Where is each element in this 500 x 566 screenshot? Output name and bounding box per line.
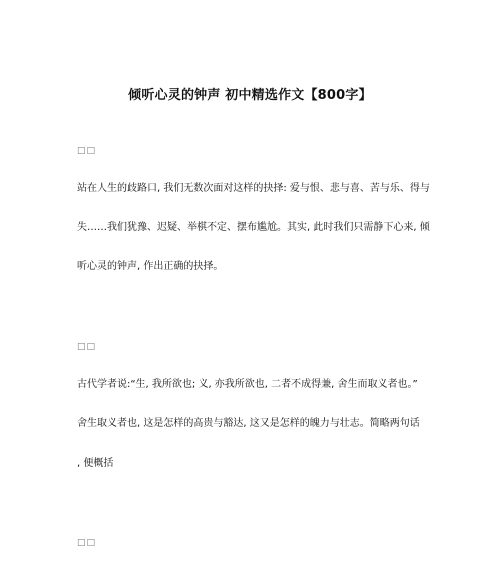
paragraph-line: 古代学者说:“生, 我所欲也; 义, 亦我所欲也, 二者不成得兼, 舍生而取义者也。” <box>77 379 418 390</box>
document-title: 倾听心灵的钟声 初中精选作文【800字】 <box>128 88 372 103</box>
paragraph-line: 失……我们犹豫、迟疑、举棋不定、摆布尴尬。其实, 此时我们只需静下心来, 倾 <box>77 222 430 233</box>
section-marker: □□ <box>77 342 97 352</box>
paragraph-line: 听心灵的钟声, 作出正确的抉择。 <box>77 261 224 272</box>
section-marker: □□ <box>77 538 97 548</box>
section-marker: □□ <box>77 146 97 156</box>
paragraph-line: 舍生取义者也, 这是怎样的高贵与豁达, 这又是怎样的魄力与壮志。简略两句话 <box>77 418 420 429</box>
paragraph-line: , 便概括 <box>77 458 114 469</box>
paragraph-line: 站在人生的歧路口, 我们无数次面对这样的抉择: 爱与恨、悲与喜、苦与乐、得与 <box>77 183 430 194</box>
